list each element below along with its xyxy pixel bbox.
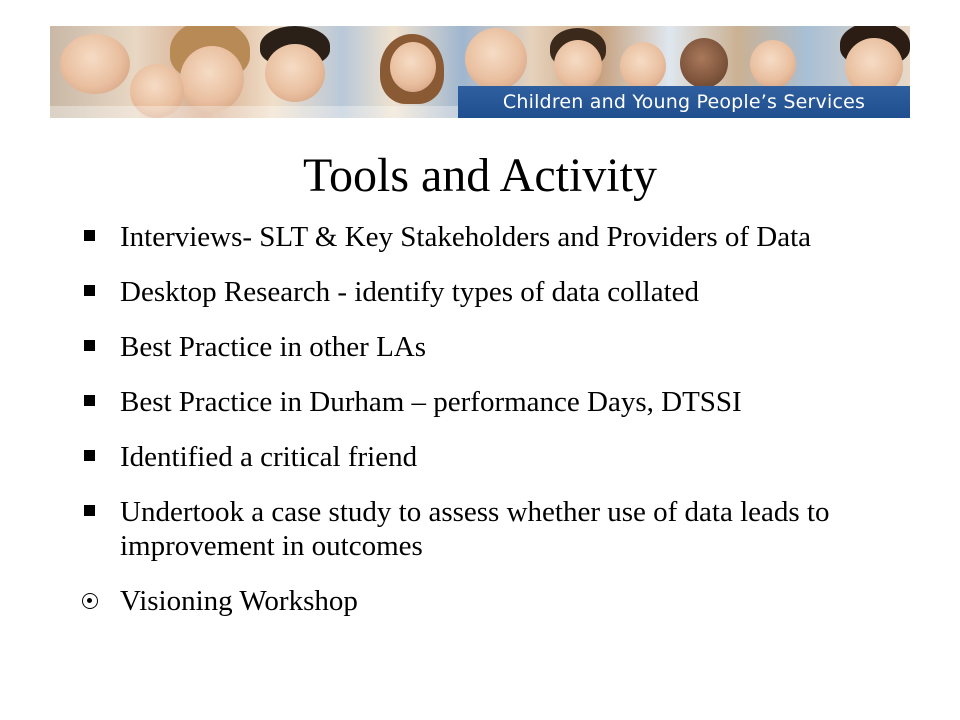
banner-photo-girl: [390, 42, 436, 92]
square-bullet-icon: [84, 395, 95, 406]
banner-light-band: [50, 106, 458, 118]
banner-photo-child-four: [750, 40, 796, 88]
square-bullet-icon: [84, 450, 95, 461]
banner-strip: [458, 86, 910, 118]
bullet-item: [84, 220, 904, 254]
square-bullet-icon: [84, 230, 95, 241]
banner-photo-teen: [465, 28, 527, 90]
banner-photo-child: [554, 40, 602, 90]
bullet-text: Best Practice in other LAs: [120, 331, 427, 363]
bullet-text: Interviews- SLT & Key Stakeholders and Providers of Data: [120, 221, 812, 253]
banner-photo-boy: [265, 44, 325, 102]
square-bullet-icon: [84, 505, 95, 516]
bullet-text: Visioning Workshop: [120, 585, 358, 617]
banner-photo-mother: [180, 46, 244, 112]
banner-photo-child-three: [680, 38, 728, 88]
banner-photo-baby: [60, 34, 130, 94]
bullet-item: [84, 495, 904, 563]
bullet-item: [84, 275, 904, 309]
bullet-item: [84, 385, 904, 419]
bullet-text: Undertook a case study to assess whether use of data leads to improvement in outcomes: [120, 496, 830, 562]
banner-text: Children and Young People’s Services: [502, 91, 866, 113]
square-bullet-icon: [84, 285, 95, 296]
circled-dot-bullet-icon: [82, 593, 96, 607]
bullet-text: Identified a critical friend: [120, 441, 418, 473]
square-bullet-icon: [84, 340, 95, 351]
slide-title: Tools and Activity: [303, 149, 657, 202]
bullet-text: Best Practice in Durham – performance Days, DTSSI: [120, 386, 742, 418]
bullet-item: [84, 330, 904, 364]
bullet-list: [84, 220, 904, 639]
bullet-text: Desktop Research - identify types of data collated: [120, 276, 699, 308]
bullet-item: [84, 584, 904, 618]
header-banner: [50, 26, 910, 118]
bullet-item: [84, 440, 904, 474]
banner-photo-child-two: [620, 42, 666, 90]
